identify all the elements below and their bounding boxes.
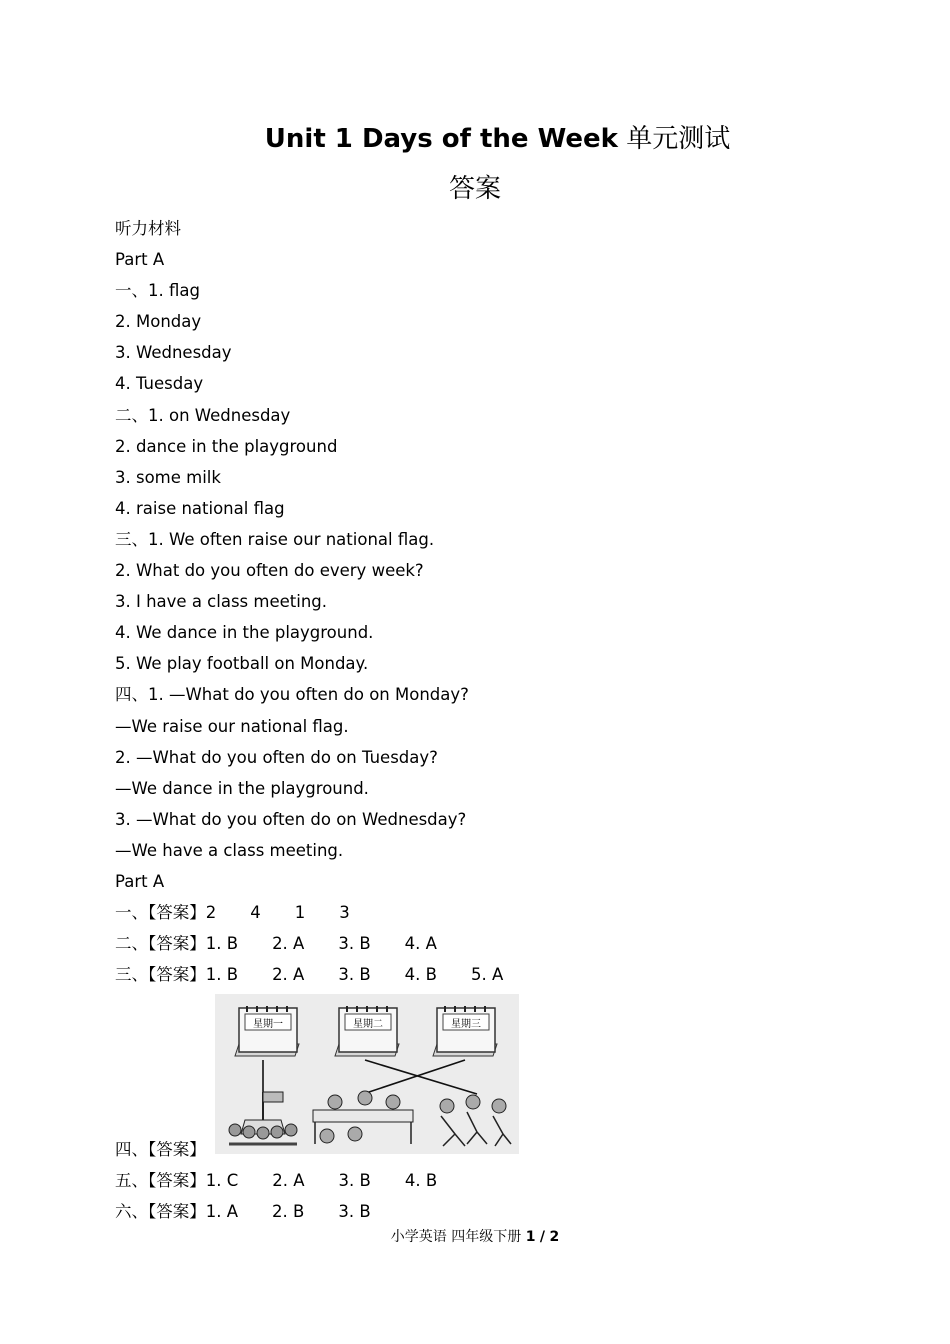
text-line: Part A	[115, 871, 165, 891]
answer-prefix: 五、【答案】	[115, 1171, 206, 1190]
text-line: 3. I have a class meeting.	[115, 592, 327, 612]
text-line: 3. Wednesday	[115, 343, 232, 363]
answer-item: 4. A	[404, 934, 437, 954]
title-english: Unit 1 Days of the Week	[264, 124, 618, 154]
answer-item: 4	[250, 903, 261, 923]
text-line: 三、1. We often raise our national flag.	[115, 529, 435, 549]
answer-text-bottom	[115, 1169, 437, 1231]
page-subtitle: 答案	[448, 174, 501, 204]
title-chinese: 单元测试	[626, 124, 731, 154]
answer-prefix: 六、【答案】	[115, 1202, 206, 1222]
answer-row	[115, 1169, 437, 1200]
calendar-icon	[433, 1006, 497, 1056]
text-line: 4. We dance in the playground.	[115, 623, 374, 643]
answer-prefix: 二、【答案】	[115, 934, 206, 954]
text-line: 4. raise national flag	[115, 498, 285, 518]
text-line: —We dance in the playground.	[115, 778, 369, 798]
answer-item: 2	[205, 903, 217, 923]
text-line: 四、1. —What do you often do on Monday?	[115, 685, 469, 705]
text-line: 二、1. on Wednesday	[115, 405, 291, 425]
answer-item: 2. A	[272, 965, 305, 985]
answer-item: 1. C	[205, 1171, 239, 1190]
answer-prefix: 三、【答案】	[115, 965, 206, 985]
answer-item: 3	[339, 903, 350, 923]
answer-item: 3. B	[338, 1202, 371, 1222]
answer-item: 4. B	[404, 1171, 438, 1190]
text-line: 2. —What do you often do on Tuesday?	[115, 747, 438, 767]
calendar-label: 星期二	[353, 1019, 383, 1030]
answer-row	[115, 932, 503, 963]
text-line: 3. —What do you often do on Wednesday?	[115, 809, 467, 829]
text-line: 2. What do you often do every week?	[115, 561, 424, 581]
answer-row	[115, 901, 503, 932]
answer-item: 3. B	[338, 965, 371, 985]
calendar-label: 星期一	[253, 1019, 283, 1030]
page-footer	[0, 1226, 950, 1246]
footer-page-total: 2	[549, 1229, 560, 1245]
answer-item: 3. B	[338, 1171, 371, 1190]
text-line: —We have a class meeting.	[115, 840, 344, 860]
page-title	[0, 118, 950, 155]
answer-text	[115, 217, 503, 994]
text-line: 4. Tuesday	[115, 374, 204, 394]
answer-item: 4. B	[404, 965, 437, 985]
answer-item: 1. B	[205, 965, 239, 985]
answer-item: 1. A	[205, 1202, 239, 1222]
footer-page-number: 1	[525, 1229, 536, 1245]
text-line: 5. We play football on Monday.	[115, 654, 369, 674]
calendar-icon	[235, 1006, 299, 1056]
text-line: 3. some milk	[115, 467, 221, 487]
answer-item: 2. A	[272, 1171, 305, 1190]
answer-item: 3. B	[338, 934, 371, 954]
text-line: —We raise our national flag.	[115, 716, 349, 736]
matching-figure	[215, 994, 519, 1154]
answer-row	[115, 963, 503, 994]
answer-item: 5. A	[470, 965, 504, 985]
answer-item: 1	[294, 903, 306, 923]
text-line: 一、1. flag	[115, 281, 200, 301]
footer-page-separator: /	[539, 1229, 546, 1245]
answer-item: 2. A	[272, 934, 305, 954]
text-line: 2. dance in the playground	[115, 436, 338, 456]
text-line: 2. Monday	[115, 312, 202, 332]
calendar-label: 星期三	[451, 1019, 481, 1030]
answer-prefix: 一、【答案】	[115, 903, 206, 923]
figure-label: 四、【答案】	[115, 1140, 206, 1159]
footer-grade: 四年级下册	[451, 1229, 522, 1245]
footer-subject: 小学英语	[390, 1229, 447, 1245]
answer-item: 1. B	[205, 934, 239, 954]
calendar-icon	[335, 1006, 399, 1056]
answer-item: 2. B	[272, 1202, 305, 1222]
text-line: 听力材料	[115, 219, 181, 238]
text-line: Part A	[115, 250, 165, 270]
answer-figure-row	[115, 994, 535, 1159]
